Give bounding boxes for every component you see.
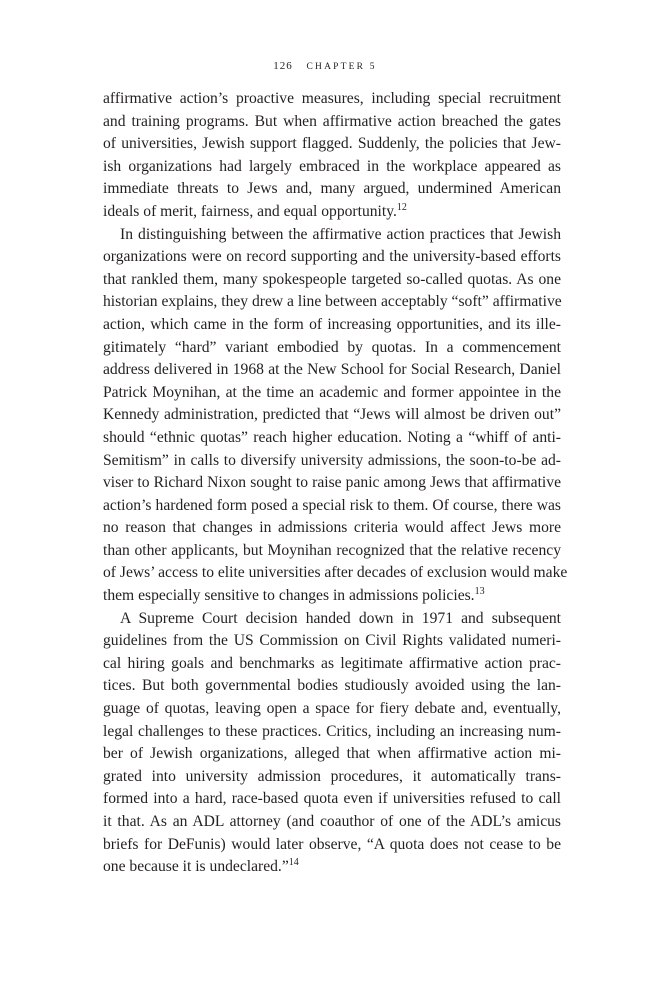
line-text: guidelines from the US Commission on Civil Rights validated numeri- [103,632,561,650]
line-text: action, which came in the form of increasing opportunities, and its ille- [103,315,561,333]
text-line [103,246,561,269]
text-line [103,156,561,179]
paragraph [103,608,561,879]
text-line [103,562,568,585]
line-text: guage of quotas, leaving open a space for fiery debate and, eventually, [103,700,561,718]
text-line [103,788,561,811]
text-line [103,608,561,631]
line-text: Semitism” in calls to diversify university admissions, the soon-to-be ad- [103,451,561,469]
text-line [103,517,561,540]
text-line [103,472,561,495]
body-text [103,88,568,879]
line-text: tices. But both governmental bodies studiously avoided using the lan- [103,677,561,695]
footnote-marker[interactable]: 13 [474,586,485,598]
chapter-label: CHAPTER 5 [306,62,377,72]
line-text: ish organizations had largely embraced in the workplace appeared as [103,157,561,175]
text-line [103,88,561,111]
line-text: Patrick Moynihan, at the time an academic and former appointee in the [103,383,561,401]
line-text: In distinguishing between the affirmative action practices that Jewish [120,225,561,243]
line-text: address delivered in 1968 at the New School for Social Research, Daniel [103,361,561,379]
line-text: Kennedy administration, predicted that “Jews will almost be driven out” [103,406,561,424]
text-line [103,630,561,653]
line-text: grated into university admission procedures, it automatically trans- [103,767,561,785]
text-line [103,495,561,518]
line-text: than other applicants, but Moynihan recognized that the relative recency [103,541,561,559]
line-text: and training programs. But when affirmative action breached the gates [103,112,561,130]
text-line [103,337,561,360]
text-line [103,133,561,156]
line-text: viser to Richard Nixon sought to raise panic among Jews that affirmative [103,474,561,492]
text-line [103,178,561,201]
line-text: legal challenges to these practices. Critics, including an increasing num- [103,722,561,740]
text-line [103,111,561,134]
text-line [103,450,561,473]
paragraph [103,88,561,224]
line-text: it that. As an ADL attorney (and coauthor of one of the ADL’s amicus [103,813,561,830]
line-text: one because it is undeclared.” [103,858,289,876]
line-text: historian explains, they drew a line between acceptably “soft” affirmative [103,293,562,311]
line-text: briefs for DeFunis) would later observe, “A quota does not cease to be [103,835,561,853]
text-line [103,743,561,766]
text-line [103,766,561,789]
text-line [103,359,561,382]
line-text: of universities, Jewish support flagged. Suddenly, the policies that Jew- [103,135,561,153]
footnote-marker[interactable]: 14 [288,857,299,869]
text-line [103,382,561,405]
paragraph [103,224,568,608]
text-line [103,834,561,857]
text-line [103,201,561,224]
text-line [103,653,561,676]
line-text: organizations were on record supporting and the university-based efforts [103,248,561,266]
text-line [103,698,561,721]
text-line [103,427,561,450]
text-line [103,269,561,292]
line-text: should “ethnic quotas” reach higher education. Noting a “whiff of anti- [103,428,561,446]
line-text: of Jews’ access to elite universities after decades of exclusion would make [103,564,568,582]
line-text: affirmative action’s proactive measures, including special recruitment [103,90,561,107]
page-number: 126 [273,60,293,72]
line-text: immediate threats to Jews and, many argued, undermined American [103,180,561,198]
text-line [103,675,561,698]
line-text: gitimately “hard” variant embodied by quotas. In a commencement [103,338,561,356]
text-line [103,721,561,744]
text-line [103,404,561,427]
text-line [103,540,561,563]
text-line [103,314,561,337]
line-text: no reason that changes in admissions criteria would affect Jews more [103,519,561,537]
text-line [103,224,561,247]
line-text: A Supreme Court decision handed down in 1971 and subsequent [120,609,561,627]
line-text: formed into a hard, race-based quota even if universities refused to call [103,790,561,808]
line-text: ideals of merit, fairness, and equal opportunity. [103,202,397,220]
footnote-marker[interactable]: 12 [396,201,407,213]
line-text: cal hiring goals and benchmarks as legitimate affirmative action prac- [103,654,561,672]
line-text: them especially sensitive to changes in admissions policies. [103,587,475,605]
text-line [103,811,561,834]
line-text: that rankled them, many spokespeople targeted so-called quotas. As one [103,270,561,288]
line-text: action’s hardened form posed a special risk to them. Of course, there was [103,496,561,514]
text-line [103,291,561,314]
running-head [0,60,650,72]
text-line [103,856,561,879]
text-line [103,585,561,608]
line-text: ber of Jewish organizations, alleged that when affirmative action mi- [103,745,561,763]
